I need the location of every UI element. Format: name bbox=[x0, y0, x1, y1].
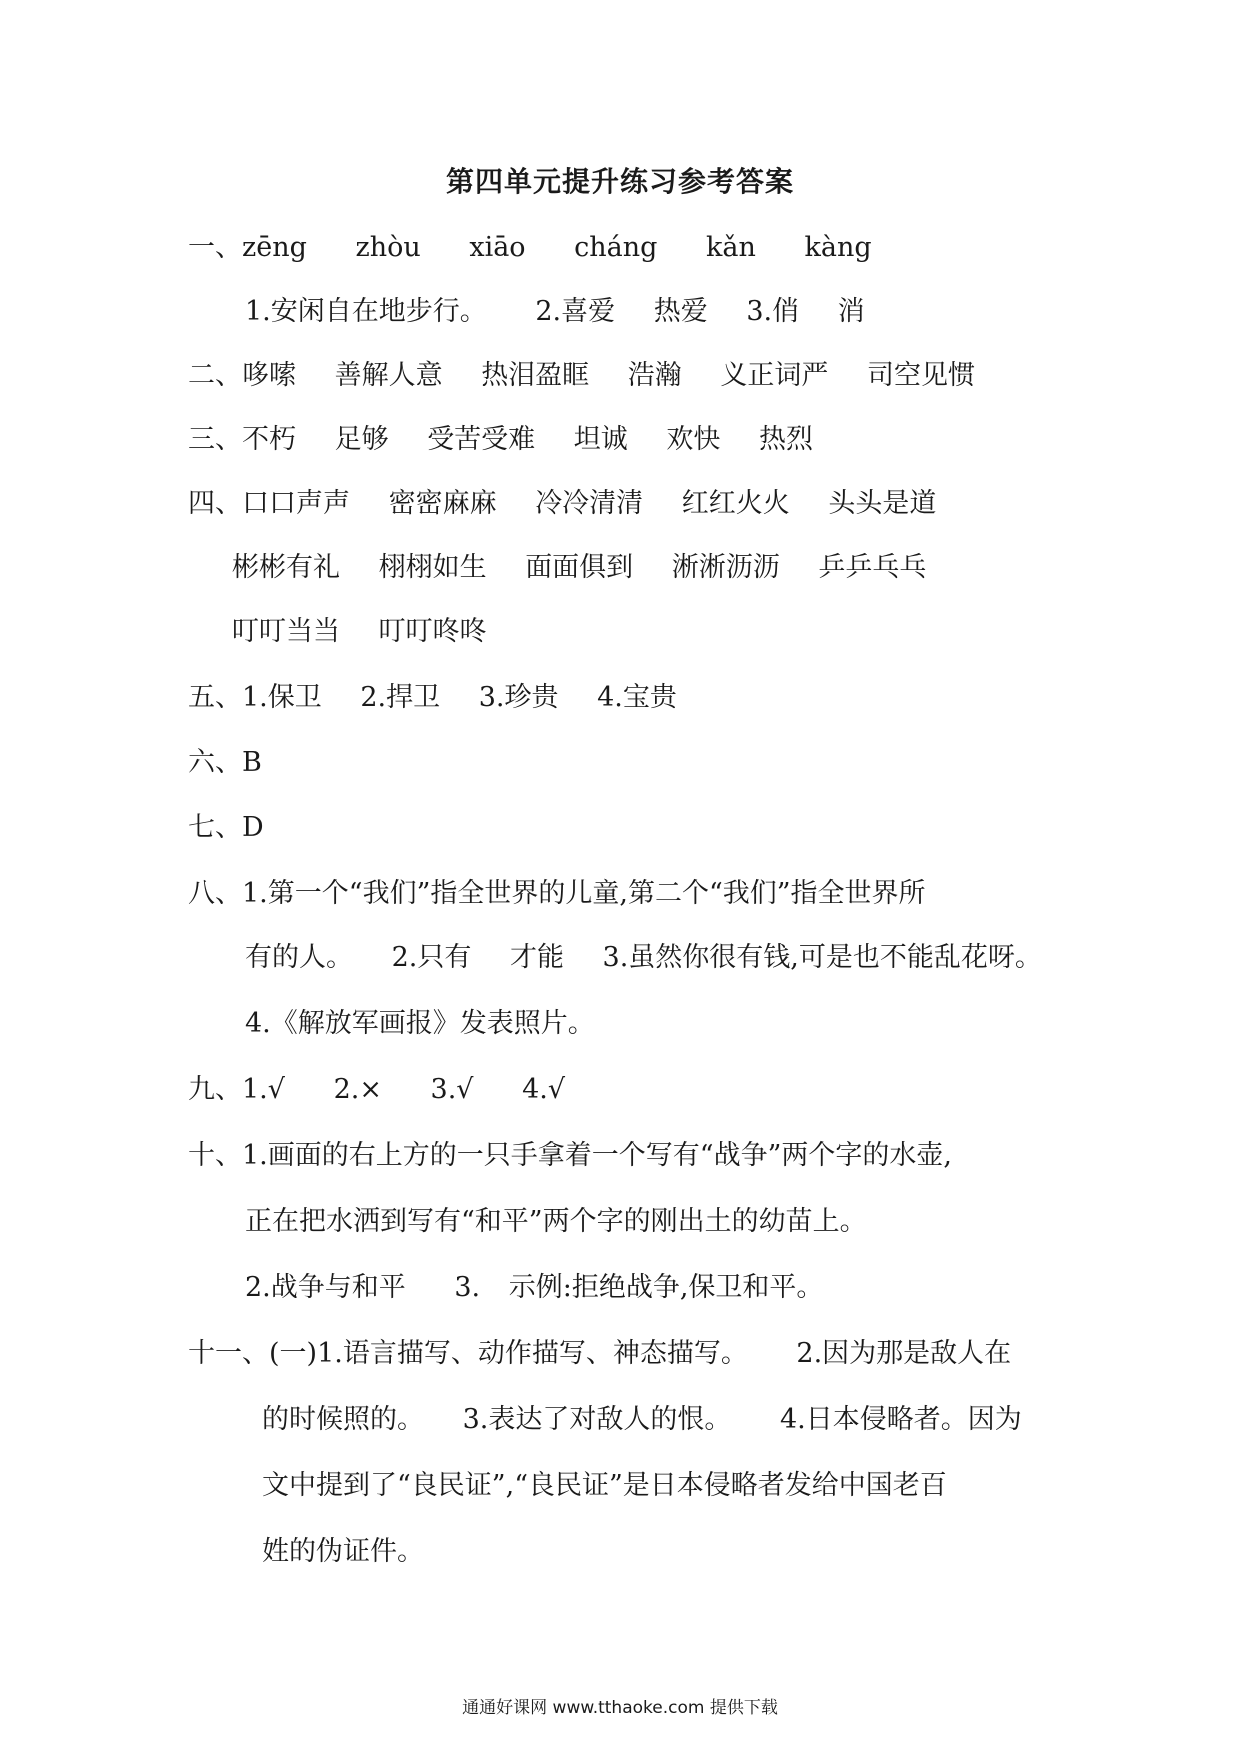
section-10-line-3 bbox=[245, 1270, 823, 1306]
answer-text: 2.因为那是敌人在 bbox=[796, 1338, 1012, 1369]
answer-text: 淅淅沥沥 bbox=[671, 552, 780, 583]
answer-text: 2.战争与和平 bbox=[245, 1272, 406, 1303]
answer-text: 密密麻麻 bbox=[388, 488, 497, 519]
answer-text: 七、D bbox=[188, 812, 264, 843]
section-5 bbox=[188, 680, 677, 716]
section-1-pinyin bbox=[188, 230, 872, 266]
answer-text: 八、1.第一个“我们”指全世界的儿童,第二个“我们”指全世界所 bbox=[188, 878, 926, 909]
answer-text: 姓的伪证件。 bbox=[262, 1536, 424, 1567]
answer-text: zhòu bbox=[355, 232, 421, 263]
answer-text: 足够 bbox=[334, 424, 389, 455]
answer-text: 热烈 bbox=[758, 424, 813, 455]
answer-text: 善解人意 bbox=[334, 360, 443, 391]
answer-text: 2.捍卫 bbox=[360, 682, 441, 713]
answer-text: 五、1.保卫 bbox=[188, 682, 322, 713]
answer-text: 2.喜爱 bbox=[535, 296, 616, 327]
section-4-line-2 bbox=[232, 550, 926, 586]
section-11-line-2 bbox=[262, 1402, 1022, 1438]
answer-text: 二、哆嗦 bbox=[188, 360, 296, 391]
answer-text: 3. bbox=[454, 1272, 481, 1303]
answer-text: 面面俱到 bbox=[525, 552, 634, 583]
section-8-line-1 bbox=[188, 876, 926, 912]
answer-text: 示例:拒绝战争,保卫和平。 bbox=[508, 1272, 824, 1303]
answer-text: 冷冷清清 bbox=[535, 488, 644, 519]
section-11-line-1 bbox=[188, 1336, 1011, 1372]
answer-text: 彬彬有礼 bbox=[232, 552, 340, 583]
answer-text: 正在把水洒到写有“和平”两个字的刚出土的幼苗上。 bbox=[245, 1206, 867, 1237]
answer-text: 3.√ bbox=[430, 1074, 474, 1105]
answer-text: 十一、(一)1.语言描写、动作描写、神态描写。 bbox=[188, 1338, 748, 1369]
section-10-line-2 bbox=[245, 1204, 867, 1240]
answer-text: 十、1.画面的右上方的一只手拿着一个写有“战争”两个字的水壶, bbox=[188, 1140, 952, 1171]
answer-text: 一、zēng bbox=[188, 232, 307, 263]
answer-text: cháng bbox=[574, 232, 658, 263]
answer-text: 2.只有 bbox=[391, 942, 472, 973]
answer-text: 4.√ bbox=[522, 1074, 566, 1105]
section-9 bbox=[188, 1072, 565, 1108]
answer-text: 4.《解放军画报》发表照片。 bbox=[245, 1008, 595, 1039]
section-8-line-3 bbox=[245, 1006, 595, 1042]
answer-text: 3.俏 bbox=[746, 296, 800, 327]
answer-text: kàng bbox=[804, 232, 872, 263]
answer-text: 叮叮当当 bbox=[232, 616, 340, 647]
answer-text: 九、1.√ bbox=[188, 1074, 285, 1105]
answer-text: 六、B bbox=[188, 747, 262, 778]
section-3 bbox=[188, 422, 813, 458]
page-title: 第四单元提升练习参考答案 bbox=[445, 165, 794, 198]
answer-text: 司空见惯 bbox=[866, 360, 975, 391]
download-footer: 通通好课网 www.tthaoke.com 提供下载 bbox=[462, 1698, 778, 1718]
answer-text: 3.表达了对敌人的恨。 bbox=[462, 1404, 732, 1435]
answer-text: 义正词严 bbox=[720, 360, 829, 391]
answer-text: 三、不朽 bbox=[188, 424, 296, 455]
answer-text: 4.日本侵略者。因为 bbox=[779, 1404, 1022, 1435]
answer-text: 热泪盈眶 bbox=[481, 360, 590, 391]
section-6 bbox=[188, 745, 262, 781]
answer-text: 3.虽然你很有钱,可是也不能乱花呀。 bbox=[602, 942, 1042, 973]
answer-text: 乒乒乓乓 bbox=[818, 552, 927, 583]
answer-text: 欢快 bbox=[666, 424, 721, 455]
answer-text: xiāo bbox=[469, 232, 526, 263]
section-2 bbox=[188, 358, 975, 394]
answer-text: 3.珍贵 bbox=[478, 682, 559, 713]
answer-text: kǎn bbox=[706, 232, 756, 263]
answer-text: 栩栩如生 bbox=[378, 552, 487, 583]
answer-text: 四、口口声声 bbox=[188, 488, 350, 519]
answer-text: 叮叮咚咚 bbox=[378, 616, 487, 647]
section-4-line-1 bbox=[188, 486, 936, 522]
section-7 bbox=[188, 810, 264, 846]
answer-text: 才能 bbox=[509, 942, 564, 973]
section-4-line-3 bbox=[232, 614, 487, 650]
answer-text: 4.宝贵 bbox=[597, 682, 677, 713]
answer-text: 的时候照的。 bbox=[262, 1404, 424, 1435]
answer-text: 有的人。 bbox=[245, 942, 353, 973]
answer-text: 2.× bbox=[333, 1074, 382, 1105]
section-11-line-3 bbox=[262, 1468, 947, 1504]
section-10-line-1 bbox=[188, 1138, 952, 1174]
answer-text: 浩瀚 bbox=[627, 360, 682, 391]
answer-text: 消 bbox=[837, 296, 865, 327]
answer-text: 文中提到了“良民证”,“良民证”是日本侵略者发给中国老百 bbox=[262, 1470, 947, 1501]
answer-text: 1.安闲自在地步行。 bbox=[245, 296, 487, 327]
answer-text: 头头是道 bbox=[828, 488, 937, 519]
section-8-line-2 bbox=[245, 940, 1042, 976]
answer-text: 热爱 bbox=[653, 296, 708, 327]
answer-text: 受苦受难 bbox=[427, 424, 536, 455]
answer-text: 红红火火 bbox=[681, 488, 790, 519]
section-11-line-4 bbox=[262, 1534, 424, 1570]
section-1-answers bbox=[245, 294, 865, 330]
answer-text: 坦诚 bbox=[573, 424, 628, 455]
